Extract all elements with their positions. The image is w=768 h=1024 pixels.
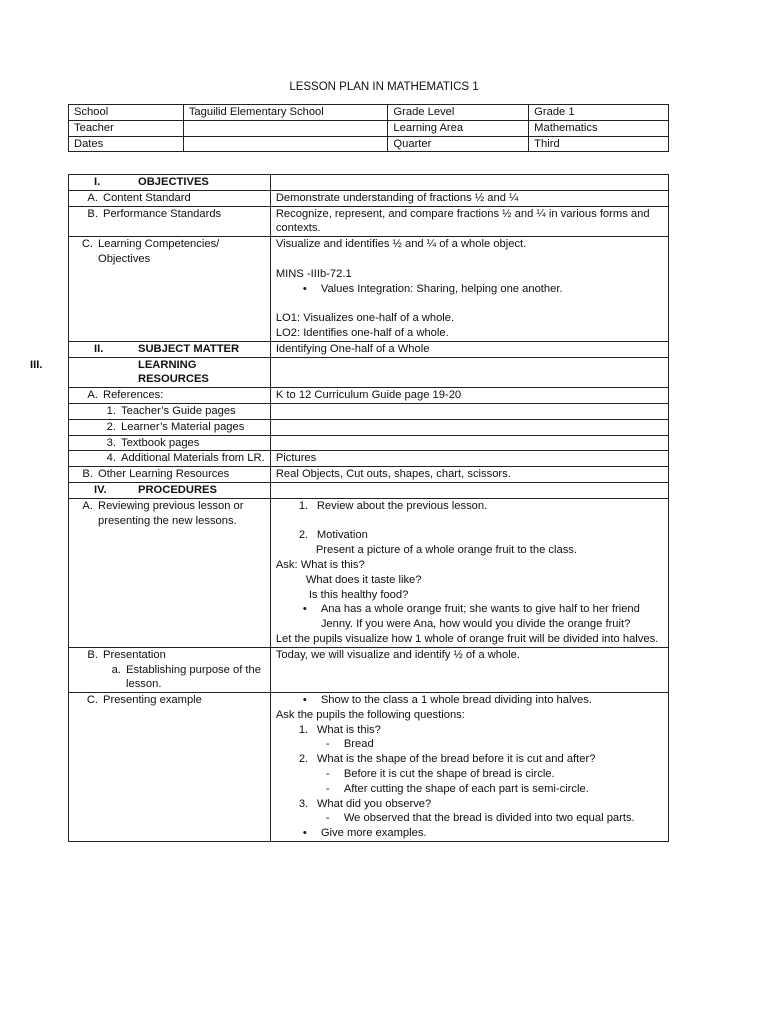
ask-question: Ask: What is this?: [275, 558, 365, 571]
additional-materials-value: Pictures: [270, 451, 668, 467]
example-text: Show to the class a 1 whole bread dividing into halves.: [320, 694, 592, 707]
item-number: 2.: [106, 420, 116, 433]
visualize-text: Let the pupils visualize how 1 whole of orange fruit will be divided into halves.: [275, 632, 659, 645]
item-letter: A.: [87, 191, 98, 204]
competencies-row: [69, 237, 669, 342]
school-value: Taguilid Elementary School: [183, 105, 388, 121]
bullet-icon: •: [302, 282, 307, 295]
item-number: 3.: [106, 436, 116, 449]
question-text: Is this healthy food?: [308, 588, 409, 601]
subject-matter-row: [69, 341, 669, 357]
item-letter: B.: [87, 207, 98, 220]
teachers-guide-label: Teacher’s Guide pages: [121, 404, 236, 417]
answer-text: We observed that the bread is divided into two equal parts.: [343, 812, 635, 825]
example-text: Give more examples.: [320, 827, 427, 840]
procedures-row: [69, 482, 669, 498]
review-label: Reviewing previous lesson or presenting the new lessons.: [98, 499, 244, 527]
review-row: [69, 498, 669, 647]
additional-materials-row: [69, 451, 669, 467]
info-row: [69, 120, 669, 136]
quarter-value: Third: [529, 136, 669, 152]
textbook-label: Textbook pages: [121, 436, 200, 449]
learning-resources-row: [69, 357, 669, 388]
item-letter: B.: [87, 648, 98, 661]
plan-table: [30, 174, 669, 842]
question-text: What is the shape of the bread before it is cut and after?: [316, 753, 596, 766]
learners-material-label: Learner’s Material pages: [121, 420, 245, 433]
mins-code: MINS -IIIb-72.1: [275, 267, 352, 280]
subject-matter-value: Identifying One-half of a Whole: [270, 341, 668, 357]
grade-level-label: Grade Level: [388, 105, 529, 121]
references-label: References:: [103, 389, 164, 402]
item-letter: C.: [86, 694, 98, 707]
list-number: 1.: [298, 723, 309, 736]
bullet-icon: •: [302, 694, 307, 707]
motivation-text: Present a picture of a whole orange fruit to the class.: [315, 544, 578, 557]
presentation-row: [69, 647, 669, 692]
quarter-label: Quarter: [388, 136, 529, 152]
teachers-guide-row: [69, 403, 669, 419]
bullet-icon: •: [302, 603, 307, 616]
presentation-value: Today, we will visualize and identify ½ of a whole.: [270, 647, 668, 692]
question-text: What is this?: [316, 723, 381, 736]
ask-text: Ask the pupils the following questions:: [275, 708, 465, 721]
dates-label: Dates: [69, 136, 184, 152]
section-number: IV.: [94, 483, 107, 496]
section-number: II.: [94, 342, 104, 355]
subject-matter-heading: SUBJECT MATTER: [138, 342, 240, 355]
list-number: 2.: [298, 529, 309, 542]
performance-standards-row: [69, 206, 669, 237]
references-value: K to 12 Curriculum Guide page 19-20: [270, 388, 668, 404]
dates-value: [183, 136, 388, 152]
learning-objective-1: LO1: Visualizes one-half of a whole.: [275, 312, 455, 325]
info-row: [69, 136, 669, 152]
list-number: 3.: [298, 797, 309, 810]
learners-material-row: [69, 419, 669, 435]
example-row: [69, 693, 669, 842]
dash-icon: -: [325, 738, 330, 751]
info-table: [68, 104, 669, 152]
item-number: 4.: [106, 452, 116, 465]
references-row: [69, 388, 669, 404]
learning-area-value: Mathematics: [529, 120, 669, 136]
answer-text: Bread: [343, 738, 374, 751]
answer-text: Before it is cut the shape of bread is circle.: [343, 768, 555, 781]
dash-icon: -: [325, 812, 330, 825]
review-cell: [270, 498, 668, 647]
question-text: What did you observe?: [316, 797, 432, 810]
teacher-value: [183, 120, 388, 136]
info-row: [69, 105, 669, 121]
other-resources-row: [69, 467, 669, 483]
learning-objective-2: LO2: Identifies one-half of a whole.: [275, 326, 449, 339]
performance-standards-label: Performance Standards: [103, 207, 222, 220]
objectives-row: [69, 175, 669, 191]
item-letter: A.: [82, 499, 93, 512]
content-standard-value: Demonstrate understanding of fractions ½ and ¼: [270, 190, 668, 206]
other-resources-label: Other Learning Resources: [98, 468, 230, 481]
values-integration: Values Integration: Sharing, helping one another.: [320, 282, 563, 295]
item-number: a.: [111, 663, 121, 676]
textbook-row: [69, 435, 669, 451]
item-letter: B.: [82, 468, 93, 481]
other-resources-value: Real Objects, Cut outs, shapes, chart, scissors.: [270, 467, 668, 483]
item-number: 1.: [106, 404, 116, 417]
scenario-text: Ana has a whole orange fruit; she wants to give half to her friend Jenny. If you were Ana, how would you divide the orange fruit?: [320, 603, 640, 631]
presentation-label: Presentation: [103, 648, 166, 661]
bullet-icon: •: [302, 827, 307, 840]
teacher-label: Teacher: [69, 120, 184, 136]
motivation-item: Motivation: [316, 529, 368, 542]
school-label: School: [69, 105, 184, 121]
learning-resources-heading: LEARNING RESOURCES: [138, 358, 209, 386]
list-number: 1.: [298, 499, 309, 512]
procedures-heading: PROCEDURES: [138, 483, 217, 496]
answer-text: After cutting the shape of each part is semi-circle.: [343, 782, 589, 795]
performance-standards-value: Recognize, represent, and compare fractions ½ and ¼ in various forms and contexts.: [270, 206, 668, 237]
section-number: I.: [94, 176, 101, 188]
objectives-heading: OBJECTIVES: [138, 176, 209, 188]
item-letter: A.: [87, 389, 98, 402]
list-number: 2.: [298, 753, 309, 766]
content-standard-label: Content Standard: [103, 191, 191, 204]
competencies-cell: [270, 237, 668, 342]
competencies-label: Learning Competencies/ Objectives: [98, 238, 220, 265]
learning-area-label: Learning Area: [388, 120, 529, 136]
dash-icon: -: [325, 768, 330, 781]
page-title: LESSON PLAN IN MATHEMATICS 1: [289, 81, 479, 93]
dash-icon: -: [325, 782, 330, 795]
item-letter: C.: [81, 238, 93, 251]
section-number: III.: [30, 358, 43, 371]
presenting-example-label: Presenting example: [103, 694, 202, 707]
competency-text: Visualize and identifies ½ and ¼ of a whole object.: [275, 238, 527, 251]
content-standard-row: [69, 190, 669, 206]
question-text: What does it taste like?: [305, 573, 422, 586]
review-item: Review about the previous lesson.: [316, 499, 488, 512]
example-cell: [270, 693, 668, 842]
additional-materials-label: Additional Materials from LR.: [121, 452, 265, 465]
grade-level-value: Grade 1: [529, 105, 669, 121]
purpose-label: Establishing purpose of the lesson.: [126, 663, 261, 691]
